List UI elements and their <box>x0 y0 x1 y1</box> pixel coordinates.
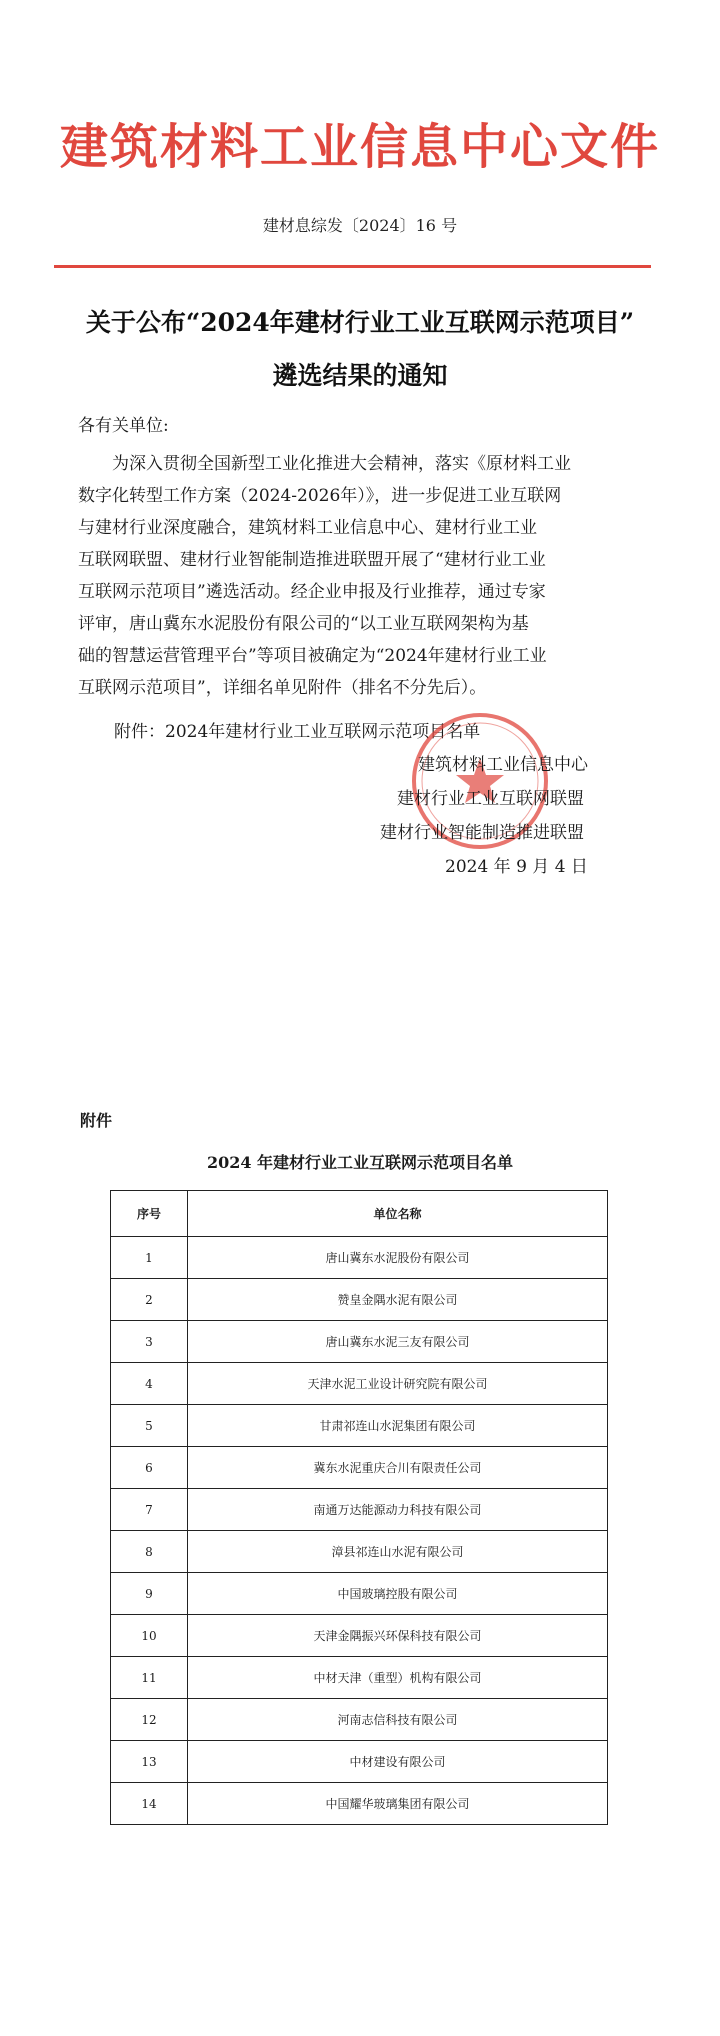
row-number: 5 <box>111 1405 188 1447</box>
table-row <box>111 1363 608 1405</box>
list-title: 2024 年建材行业工业互联网示范项目名单 <box>206 1153 514 1172</box>
company-name: 甘肃祁连山水泥集团有限公司 <box>188 1405 608 1447</box>
table-row <box>111 1657 608 1699</box>
table-row <box>111 1279 608 1321</box>
body-line: 互联网联盟、建材行业智能制造推进联盟开展了“建材行业工业 <box>78 550 546 570</box>
company-name: 南通万达能源动力科技有限公司 <box>188 1489 608 1531</box>
row-number: 12 <box>111 1699 188 1741</box>
attachment-label: 附件 <box>80 1111 113 1130</box>
company-name: 中材建设有限公司 <box>188 1741 608 1783</box>
body-line: 互联网示范项目”，详细名单见附件（排名不分先后）。 <box>78 678 487 698</box>
row-number: 14 <box>111 1783 188 1825</box>
company-name: 漳县祁连山水泥有限公司 <box>188 1531 608 1573</box>
signatory-3: 建材行业智能制造推进联盟 <box>380 823 584 843</box>
company-name: 赞皇金隅水泥有限公司 <box>188 1279 608 1321</box>
table-row <box>111 1573 608 1615</box>
row-number: 3 <box>111 1321 188 1363</box>
company-name: 冀东水泥重庆合川有限责任公司 <box>188 1447 608 1489</box>
table-row <box>111 1321 608 1363</box>
table-row <box>111 1405 608 1447</box>
header-divider <box>54 265 651 268</box>
body-line: 互联网示范项目”遴选活动。经企业申报及行业推荐，通过专家 <box>78 582 546 602</box>
row-number: 11 <box>111 1657 188 1699</box>
company-name: 中国玻璃控股有限公司 <box>188 1573 608 1615</box>
row-number: 4 <box>111 1363 188 1405</box>
body-line: 与建材行业深度融合，建筑材料工业信息中心、建材行业工业 <box>78 518 537 538</box>
row-number: 6 <box>111 1447 188 1489</box>
column-header-company: 单位名称 <box>188 1191 608 1237</box>
row-number: 2 <box>111 1279 188 1321</box>
document-number: 建材息综发〔2024〕16 号 <box>262 216 458 235</box>
signatory-1: 建筑材料工业信息中心 <box>418 755 588 775</box>
body-line: 为深入贯彻全国新型工业化推进大会精神，落实《原材料工业 <box>78 454 571 474</box>
salutation: 各有关单位: <box>78 416 169 436</box>
row-number: 9 <box>111 1573 188 1615</box>
company-name: 中国耀华玻璃集团有限公司 <box>188 1783 608 1825</box>
column-header-number: 序号 <box>111 1191 188 1237</box>
attachment-reference: 附件：2024年建材行业工业互联网示范项目名单 <box>114 722 481 742</box>
signature-date: 2024 年 9 月 4 日 <box>445 857 588 877</box>
body-line: 数字化转型工作方案（2024-2026年）》，进一步促进工业互联网 <box>78 486 562 506</box>
row-number: 7 <box>111 1489 188 1531</box>
signatory-2: 建材行业工业互联网联盟 <box>397 789 584 809</box>
table-row <box>111 1237 608 1279</box>
document-header-title: 建筑材料工业信息中心文件 <box>59 119 660 175</box>
row-number: 1 <box>111 1237 188 1279</box>
notice-title-line-2: 遴选结果的通知 <box>272 361 448 390</box>
body-paragraph <box>78 448 638 704</box>
company-name: 天津金隅振兴环保科技有限公司 <box>188 1615 608 1657</box>
table-row <box>111 1489 608 1531</box>
table-row <box>111 1531 608 1573</box>
table-row <box>111 1741 608 1783</box>
company-name: 天津水泥工业设计研究院有限公司 <box>188 1363 608 1405</box>
company-name: 中材天津（重型）机构有限公司 <box>188 1657 608 1699</box>
company-name: 唐山冀东水泥股份有限公司 <box>188 1237 608 1279</box>
table-row <box>111 1615 608 1657</box>
table-header-row <box>111 1191 608 1237</box>
table-row <box>111 1783 608 1825</box>
notice-title-line-1: 关于公布“2024年建材行业工业互联网示范项目” <box>85 308 635 337</box>
company-name: 河南志信科技有限公司 <box>188 1699 608 1741</box>
company-name: 唐山冀东水泥三友有限公司 <box>188 1321 608 1363</box>
row-number: 10 <box>111 1615 188 1657</box>
table-row <box>111 1447 608 1489</box>
table-row <box>111 1699 608 1741</box>
body-line: 评审，唐山冀东水泥股份有限公司的“以工业互联网架构为基 <box>78 614 529 634</box>
row-number: 13 <box>111 1741 188 1783</box>
row-number: 8 <box>111 1531 188 1573</box>
company-table <box>110 1190 608 1825</box>
body-line: 础的智慧运营管理平台”等项目被确定为“2024年建材行业工业 <box>78 646 547 666</box>
